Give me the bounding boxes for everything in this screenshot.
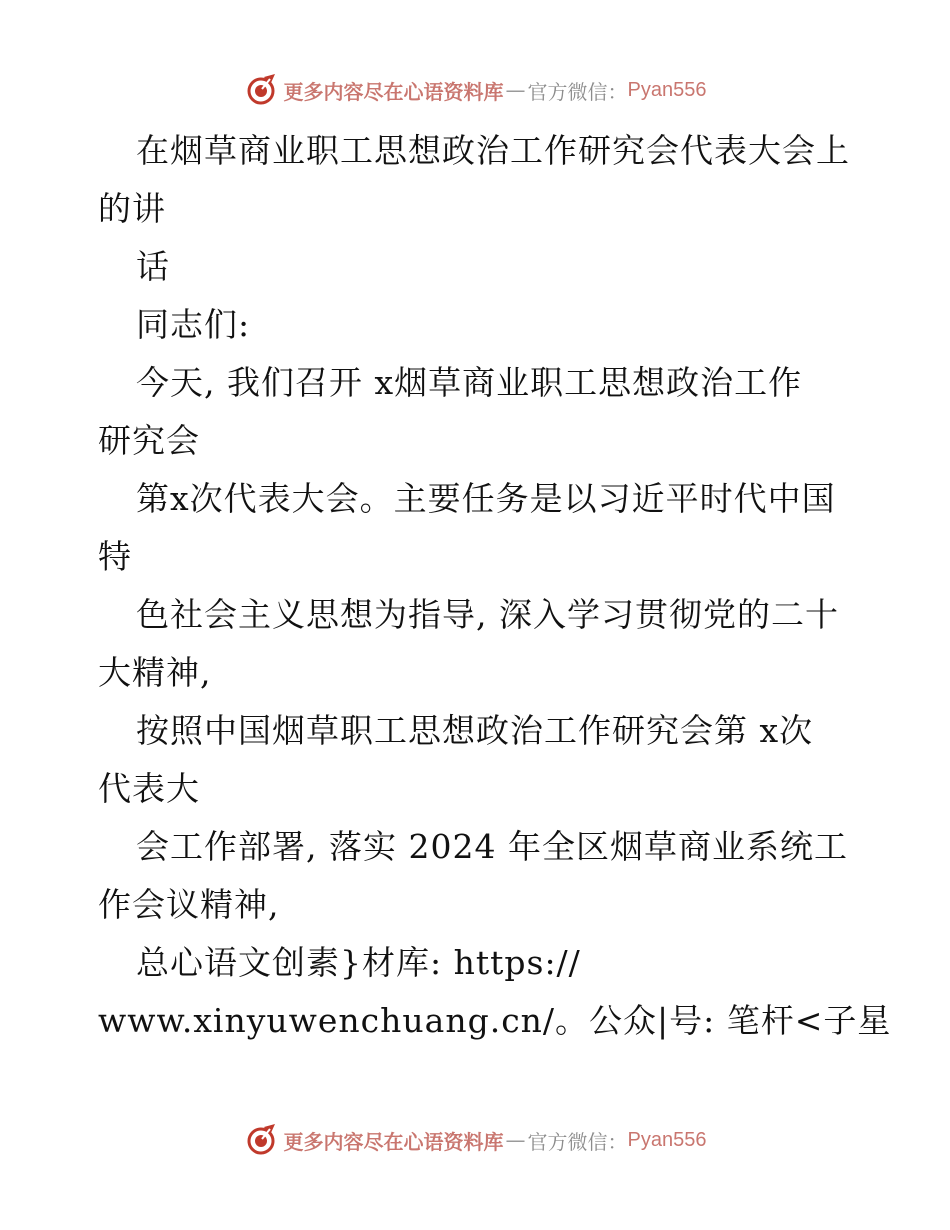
banner-dash: — bbox=[505, 1128, 526, 1152]
body-line: 同志们: bbox=[136, 305, 251, 344]
quill-pen-logo-icon bbox=[244, 73, 278, 107]
banner-wechat-label: 官方微信： bbox=[527, 1129, 628, 1154]
banner-wechat-id: Pyan556 bbox=[627, 78, 707, 101]
body-line: 大精神, bbox=[98, 653, 212, 692]
body-line: 总心语文创素}材库: https:// bbox=[136, 943, 581, 982]
body-line: 第x次代表大会。主要任务是以习近平时代中国 bbox=[136, 479, 836, 518]
banner-slogan: 更多内容尽在心语资料库 bbox=[283, 1129, 504, 1154]
banner-wechat-id: Pyan556 bbox=[627, 1128, 707, 1151]
body-line: 的讲 bbox=[98, 189, 166, 228]
quill-pen-logo-icon bbox=[244, 1123, 278, 1157]
body-line: 今天, 我们召开 x烟草商业职工思想政治工作 bbox=[136, 363, 803, 402]
body-line: 会工作部署, 落实 2024 年全区烟草商业系统工 bbox=[136, 827, 848, 866]
banner-dash: — bbox=[505, 78, 526, 102]
body-line: 在烟草商业职工思想政治工作研究会代表大会上 bbox=[136, 131, 850, 170]
banner-wechat-label: 官方微信： bbox=[527, 79, 628, 104]
footer-watermark-banner bbox=[0, 1120, 950, 1160]
document-body bbox=[98, 122, 892, 1050]
header-watermark-banner bbox=[0, 70, 950, 110]
body-line: www.xinyuwenchuang.cn/。公众|号: 笔杆<子星 bbox=[98, 1001, 892, 1040]
body-line: 研究会 bbox=[98, 421, 200, 460]
body-line: 代表大 bbox=[98, 769, 200, 808]
body-line: 特 bbox=[98, 537, 132, 576]
body-line: 色社会主义思想为指导, 深入学习贯彻党的二十 bbox=[136, 595, 839, 634]
body-line: 按照中国烟草职工思想政治工作研究会第 x次 bbox=[136, 711, 814, 750]
banner-slogan: 更多内容尽在心语资料库 bbox=[283, 79, 504, 104]
body-line: 话 bbox=[136, 247, 170, 286]
body-line: 作会议精神, bbox=[98, 885, 280, 924]
